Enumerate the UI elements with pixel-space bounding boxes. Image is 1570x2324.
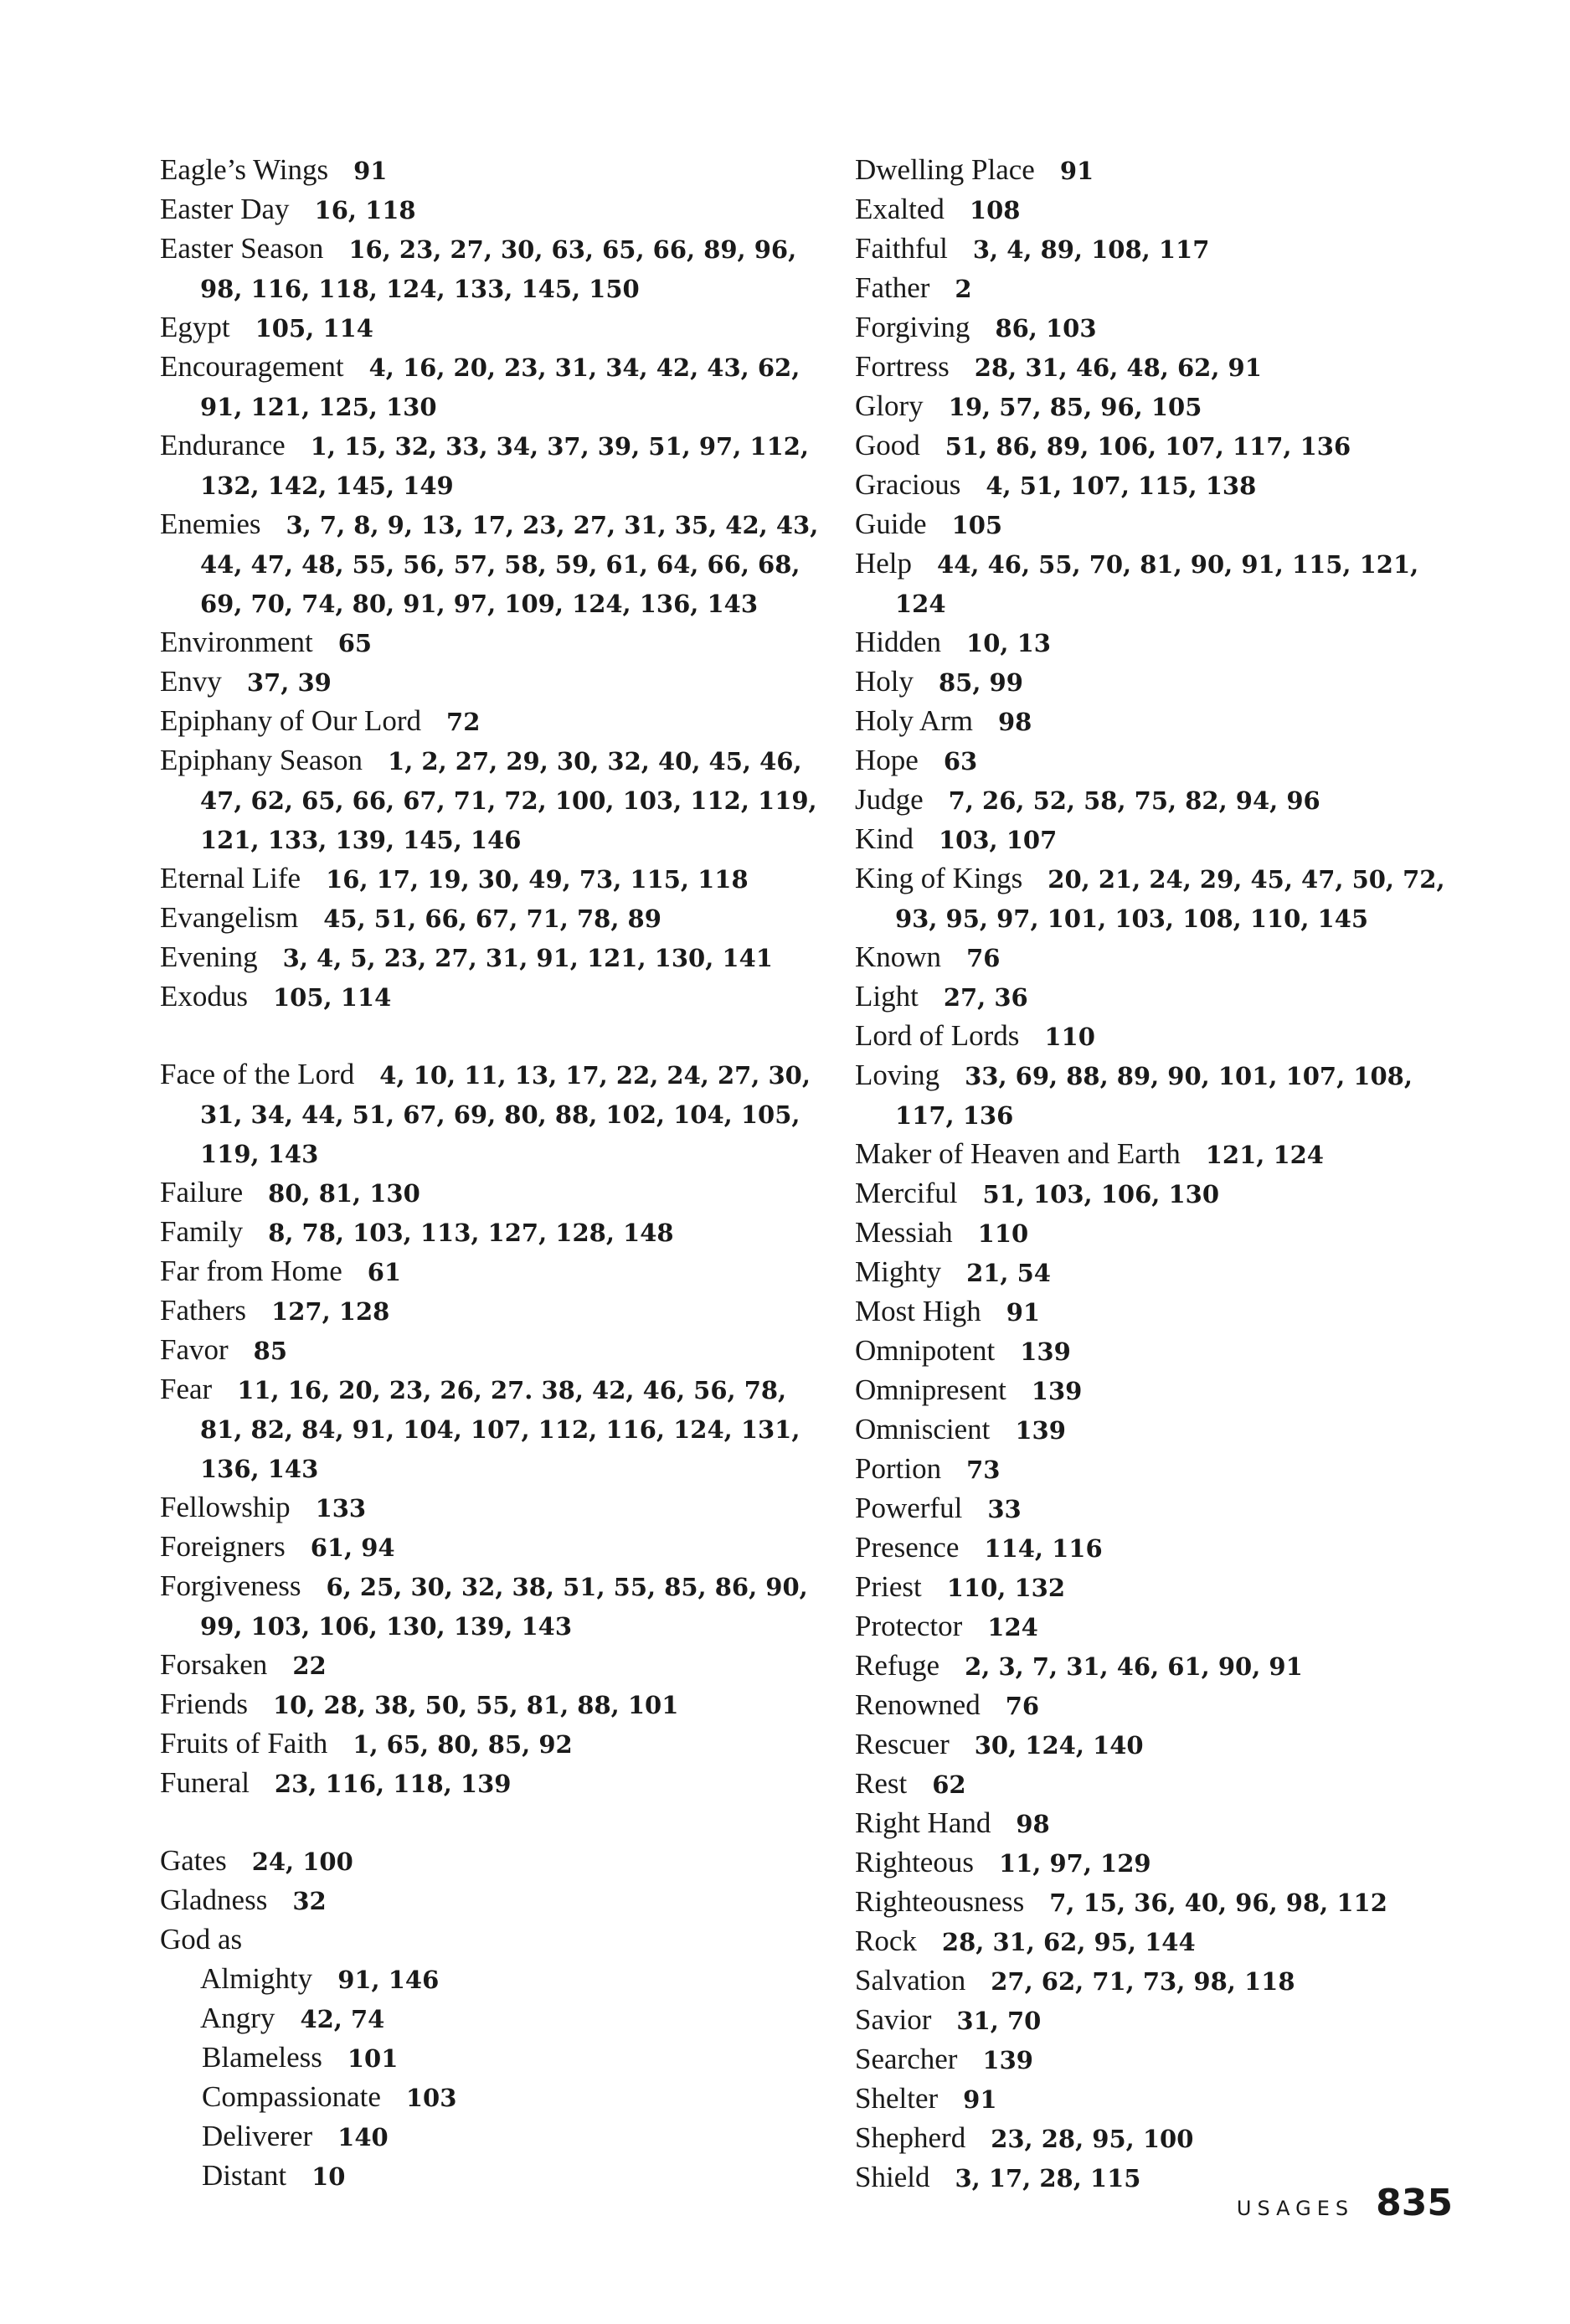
entry-term: Light [855,980,919,1013]
index-entry [160,859,821,899]
entry-term: Portion [855,1452,942,1485]
index-entry [855,190,1475,229]
index-subentry [160,2078,821,2117]
index-entry [855,2001,1475,2040]
entry-references: 110 [977,1219,1029,1248]
entry-references: 27, 62, 71, 73, 98, 118 [991,1967,1295,1996]
index-entry [855,269,1475,308]
entry-term: Glory [855,389,924,422]
index-entry [855,1765,1475,1804]
entry-term: Fear [160,1373,213,1405]
entry-term: Hope [855,744,919,776]
section-gap [160,1017,821,1055]
index-entry [855,741,1475,781]
entry-references: 31, 70 [956,2007,1042,2035]
entry-references: 2 [955,275,972,303]
index-entry [855,544,1475,623]
entry-term: Protector [855,1610,963,1642]
index-subentry [160,1960,821,1999]
entry-references: 63 [943,747,978,776]
index-entry [855,977,1475,1017]
entry-term: Good [855,429,920,461]
index-entry [160,741,821,859]
entry-references: 101 [347,2044,399,2073]
entry-term: Family [160,1215,244,1248]
entry-term: Forgiving [855,311,970,343]
index-entry [160,899,821,938]
entry-term: Eagle’s Wings [160,153,329,186]
index-entry [855,2040,1475,2079]
index-entry [855,1371,1475,1410]
entry-references: 51, 103, 106, 130 [982,1180,1219,1208]
entry-references: 91 [1059,157,1094,185]
entry-term: Funeral [160,1766,250,1799]
entry-references: 105 [951,511,1003,539]
index-entry [160,623,821,662]
entry-references: 37, 39 [246,668,332,697]
entry-references: 73 [966,1456,1001,1484]
entry-references: 33, 69, 88, 89, 90, 101, 107, 108, 117, 136 [895,1062,1413,1130]
index-entry [160,1488,821,1528]
index-entry [160,1528,821,1567]
entry-references: 76 [1005,1692,1040,1720]
entry-term: Shelter [855,2082,939,2115]
entry-term: Face of the Lord [160,1058,355,1090]
entry-term: Hidden [855,626,942,658]
entry-term: Known [855,940,942,973]
entry-references: 11, 16, 20, 23, 26, 27. 38, 42, 46, 56, 78, 81, 82, 84, 91, 104, 107, 112, 116, 124, 131, 136, 143 [200,1376,800,1483]
entry-references: 33 [987,1495,1022,1523]
entry-term: Righteousness [855,1885,1025,1918]
index-entry [855,1607,1475,1646]
index-entry [855,938,1475,977]
entry-references: 103 [405,2084,457,2112]
entry-references: 7, 26, 52, 58, 75, 82, 94, 96 [948,786,1320,815]
index-entry [855,623,1475,662]
entry-term: Refuge [855,1649,940,1682]
entry-term: Most High [855,1295,981,1327]
index-entry [160,1252,821,1291]
entry-references: 3, 7, 8, 9, 13, 17, 23, 27, 31, 35, 42, 43, 44, 47, 48, 55, 56, 57, 58, 59, 61, 64, 66, 68, 69, 70, 74, 80, 91, 97, 109, 124, 136, 143 [200,511,819,618]
index-subentry [160,2038,821,2078]
entry-term: Omnipresent [855,1373,1006,1406]
index-entry [160,1567,821,1646]
index-entry [160,1881,821,1920]
entry-term: Loving [855,1059,940,1091]
entry-term: Environment [160,626,313,658]
entry-references: 91 [353,157,388,185]
index-entry [855,1410,1475,1450]
index-entry [855,1214,1475,1253]
entry-term: Shepherd [855,2121,966,2154]
page-number: 835 [1376,2182,1453,2224]
entry-term: Failure [160,1176,244,1208]
entry-term: Almighty [200,1962,313,1995]
entry-term: Evangelism [160,901,299,934]
entry-term: Angry [200,2002,275,2034]
index-entry [855,1332,1475,1371]
entry-term: Forgiveness [160,1569,301,1602]
entry-term: Holy [855,665,914,698]
entry-term: God as [160,1923,243,1956]
index-entry [855,348,1475,387]
entry-term: Evening [160,940,258,973]
entry-references: 98 [1016,1810,1050,1838]
index-entry [160,938,821,977]
entry-term: Easter Day [160,193,290,225]
entry-references: 32 [292,1887,327,1915]
entry-term: Fathers [160,1294,247,1327]
index-entry [855,1528,1475,1568]
entry-term: Shield [855,2161,930,2193]
entry-references: 7, 15, 36, 40, 96, 98, 112 [1049,1889,1387,1917]
index-entry [855,466,1475,505]
entry-references: 28, 31, 46, 48, 62, 91 [974,353,1262,382]
entry-term: Messiah [855,1216,953,1249]
index-entry [160,702,821,741]
entry-term: Judge [855,783,924,816]
index-entry [855,387,1475,426]
entry-references: 24, 100 [251,1847,353,1876]
entry-references: 133 [315,1494,367,1523]
index-entry [855,2079,1475,2119]
entry-term: Gracious [855,468,961,501]
entry-references: 4, 10, 11, 13, 17, 22, 24, 27, 30, 31, 34, 44, 51, 67, 69, 80, 88, 102, 104, 105, 119, 143 [200,1061,811,1168]
entry-term: King of Kings [855,862,1023,894]
index-entry [855,1961,1475,2001]
index-entry [160,505,821,623]
entry-references: 127, 128 [271,1297,390,1326]
entry-references: 91 [1006,1298,1041,1327]
entry-term: Gladness [160,1883,268,1916]
entry-references: 21, 54 [966,1259,1051,1287]
entry-references: 16, 118 [314,196,416,224]
entry-term: Lord of Lords [855,1019,1020,1052]
index-entry [855,781,1475,820]
entry-term: Endurance [160,429,286,461]
index-entry [855,1253,1475,1292]
entry-references: 44, 46, 55, 70, 81, 90, 91, 115, 121, 124 [895,550,1419,618]
index-entry [855,1017,1475,1056]
entry-term: Fellowship [160,1491,291,1523]
entry-references: 139 [1031,1377,1083,1405]
index-entry [855,308,1475,348]
entry-references: 105, 114 [255,314,373,343]
entry-references: 105, 114 [273,983,392,1012]
entry-references: 80, 81, 130 [268,1179,420,1208]
entry-references: 61, 94 [310,1533,395,1562]
index-entry [855,1686,1475,1725]
entry-references: 20, 21, 24, 29, 45, 47, 50, 72, 93, 95, 97, 101, 103, 108, 110, 145 [895,865,1445,933]
entry-term: Distant [202,2159,287,2192]
entry-term: Deliverer [202,2120,313,2152]
entry-term: Salvation [855,1964,966,1997]
index-subentry [160,2117,821,2157]
index-entry [855,151,1475,190]
entry-references: 51, 86, 89, 106, 107, 117, 136 [945,432,1351,461]
entry-references: 10, 28, 38, 50, 55, 81, 88, 101 [273,1691,679,1719]
entry-references: 86, 103 [995,314,1097,343]
index-entry [855,1135,1475,1174]
entry-term: Holy Arm [855,704,973,737]
entry-references: 23, 28, 95, 100 [991,2125,1194,2153]
index-entry [160,1370,821,1488]
entry-term: Father [855,271,930,304]
entry-term: Easter Season [160,232,324,265]
entry-references: 27, 36 [943,983,1028,1012]
entry-references: 30, 124, 140 [974,1731,1144,1760]
entry-references: 1, 2, 27, 29, 30, 32, 40, 45, 46, 47, 62, 65, 66, 67, 71, 72, 100, 103, 112, 119, 121, 133, 139, 145, 146 [200,747,817,854]
index-entry [160,151,821,190]
index-entry [160,977,821,1017]
index-entry [855,229,1475,269]
entry-references: 108 [969,196,1021,224]
index-entry [855,1725,1475,1765]
entry-references: 42, 74 [300,2005,385,2033]
entry-references: 85 [253,1337,288,1365]
index-entry [160,1764,821,1803]
index-column-left [160,151,821,2196]
entry-references: 1, 15, 32, 33, 34, 37, 39, 51, 97, 112, 132, 142, 145, 149 [200,432,810,500]
index-entry [855,1450,1475,1489]
index-entry [855,2119,1475,2158]
entry-term: Savior [855,2003,932,2036]
entry-term: Rescuer [855,1728,950,1760]
entry-references: 91, 146 [337,1966,440,1994]
entry-references: 45, 51, 66, 67, 71, 78, 89 [323,904,661,933]
entry-references: 3, 4, 5, 23, 27, 31, 91, 121, 130, 141 [282,944,773,972]
index-entry [855,426,1475,466]
entry-references: 140 [337,2123,389,2151]
entry-term: Merciful [855,1177,958,1209]
entry-term: Rest [855,1767,908,1800]
page-footer [1237,2182,1453,2224]
index-entry [160,348,821,426]
entry-references: 23, 116, 118, 139 [274,1770,512,1798]
entry-term: Powerful [855,1492,963,1524]
index-entry [855,1646,1475,1686]
entry-references: 4, 16, 20, 23, 31, 34, 42, 43, 62, 91, 121, 125, 130 [200,353,800,421]
index-entry [855,820,1475,859]
index-entry [855,702,1475,741]
entry-term: Faithful [855,232,948,265]
entry-term: Blameless [202,2041,322,2074]
index-entry [160,1291,821,1331]
index-subentry [160,1999,821,2038]
index-entry [855,1292,1475,1332]
entry-references: 76 [966,944,1001,972]
index-entry [160,1055,821,1173]
running-head: USAGES [1236,2197,1355,2220]
entry-term: Fruits of Faith [160,1727,328,1760]
entry-references: 10, 13 [966,629,1051,657]
index-entry [160,1331,821,1370]
entry-term: Epiphany Season [160,744,363,776]
entry-references: 139 [1020,1337,1071,1366]
entry-term: Gates [160,1844,227,1877]
entry-references: 2, 3, 7, 31, 46, 61, 90, 91 [965,1652,1303,1681]
entry-references: 65 [337,629,373,657]
entry-term: Omniscient [855,1413,991,1445]
entry-term: Kind [855,822,914,855]
entry-references: 16, 17, 19, 30, 49, 73, 115, 118 [326,865,749,894]
index-entry [855,1922,1475,1961]
index-entry [855,1843,1475,1883]
entry-references: 8, 78, 103, 113, 127, 128, 148 [268,1219,674,1247]
entry-references: 124 [987,1613,1038,1641]
entry-term: Maker of Heaven and Earth [855,1137,1181,1170]
entry-references: 85, 99 [939,668,1023,697]
entry-references: 22 [292,1652,327,1680]
entry-term: Enemies [160,508,261,540]
index-entry [855,1804,1475,1843]
index-entry [160,1173,821,1213]
entry-term: Righteous [855,1846,974,1878]
entry-references: 62 [932,1770,966,1799]
entry-references: 61 [367,1258,402,1286]
entry-term: Epiphany of Our Lord [160,704,422,737]
index-entry [160,1685,821,1724]
index-subentry [160,2157,821,2196]
index-entry [855,505,1475,544]
entry-term: Mighty [855,1255,942,1288]
index-entry [160,1646,821,1685]
entry-term: Fortress [855,350,950,383]
entry-term: Friends [160,1688,248,1720]
entry-references: 98 [997,708,1032,736]
entry-references: 16, 23, 27, 30, 63, 65, 66, 89, 96, 98, 116, 118, 124, 133, 145, 150 [200,235,797,303]
entry-term: Rock [855,1925,917,1957]
entry-references: 1, 65, 80, 85, 92 [353,1730,573,1759]
entry-references: 103, 107 [939,826,1058,854]
index-entry [855,1056,1475,1135]
index-entry [855,1568,1475,1607]
entry-term: Exodus [160,980,248,1013]
index-entry [160,1724,821,1764]
entry-term: Foreigners [160,1530,286,1563]
entry-term: Far from Home [160,1255,342,1287]
entry-term: Renowned [855,1688,981,1721]
index-entry [160,229,821,308]
index-column-right [855,151,1475,2198]
index-entry [855,859,1475,938]
entry-references: 121, 124 [1205,1141,1324,1169]
entry-term: Presence [855,1531,960,1564]
index-entry [160,1842,821,1881]
entry-term: Dwelling Place [855,153,1035,186]
entry-references: 3, 4, 89, 108, 117 [972,235,1210,264]
entry-term: Favor [160,1333,229,1366]
entry-references: 28, 31, 62, 95, 144 [941,1928,1196,1956]
index-entry [855,1174,1475,1214]
entry-references: 139 [982,2046,1033,2074]
index-entry [855,1883,1475,1922]
entry-references: 6, 25, 30, 32, 38, 51, 55, 85, 86, 90, 99, 103, 106, 130, 139, 143 [200,1573,808,1641]
entry-term: Right Hand [855,1806,991,1839]
index-entry [855,662,1475,702]
entry-term: Forsaken [160,1648,268,1681]
index-entry [855,1489,1475,1528]
entry-references: 72 [446,708,481,736]
entry-term: Searcher [855,2043,958,2075]
entry-references: 110, 132 [946,1574,1065,1602]
index-entry [160,662,821,702]
entry-term: Envy [160,665,222,698]
entry-references: 3, 17, 28, 115 [955,2164,1141,2193]
entry-term: Priest [855,1570,922,1603]
index-entry [160,426,821,505]
entry-term: Eternal Life [160,862,301,894]
index-entry [160,1213,821,1252]
entry-references: 91 [963,2085,997,2114]
entry-references: 11, 97, 129 [998,1849,1151,1878]
entry-references: 139 [1015,1416,1066,1445]
section-gap [160,1803,821,1842]
entry-term: Help [855,547,913,580]
entry-term: Omnipotent [855,1334,996,1367]
entry-term: Exalted [855,193,945,225]
entry-references: 19, 57, 85, 96, 105 [948,393,1202,421]
entry-term: Encouragement [160,350,344,383]
entry-term: Compassionate [202,2080,381,2113]
index-entry [160,1920,821,1960]
index-entry [160,190,821,229]
entry-references: 110 [1044,1023,1095,1051]
entry-term: Guide [855,508,927,540]
entry-references: 10 [311,2162,346,2191]
entry-term: Egypt [160,311,230,343]
entry-references: 4, 51, 107, 115, 138 [986,471,1257,500]
entry-references: 114, 116 [984,1534,1103,1563]
index-entry [160,308,821,348]
